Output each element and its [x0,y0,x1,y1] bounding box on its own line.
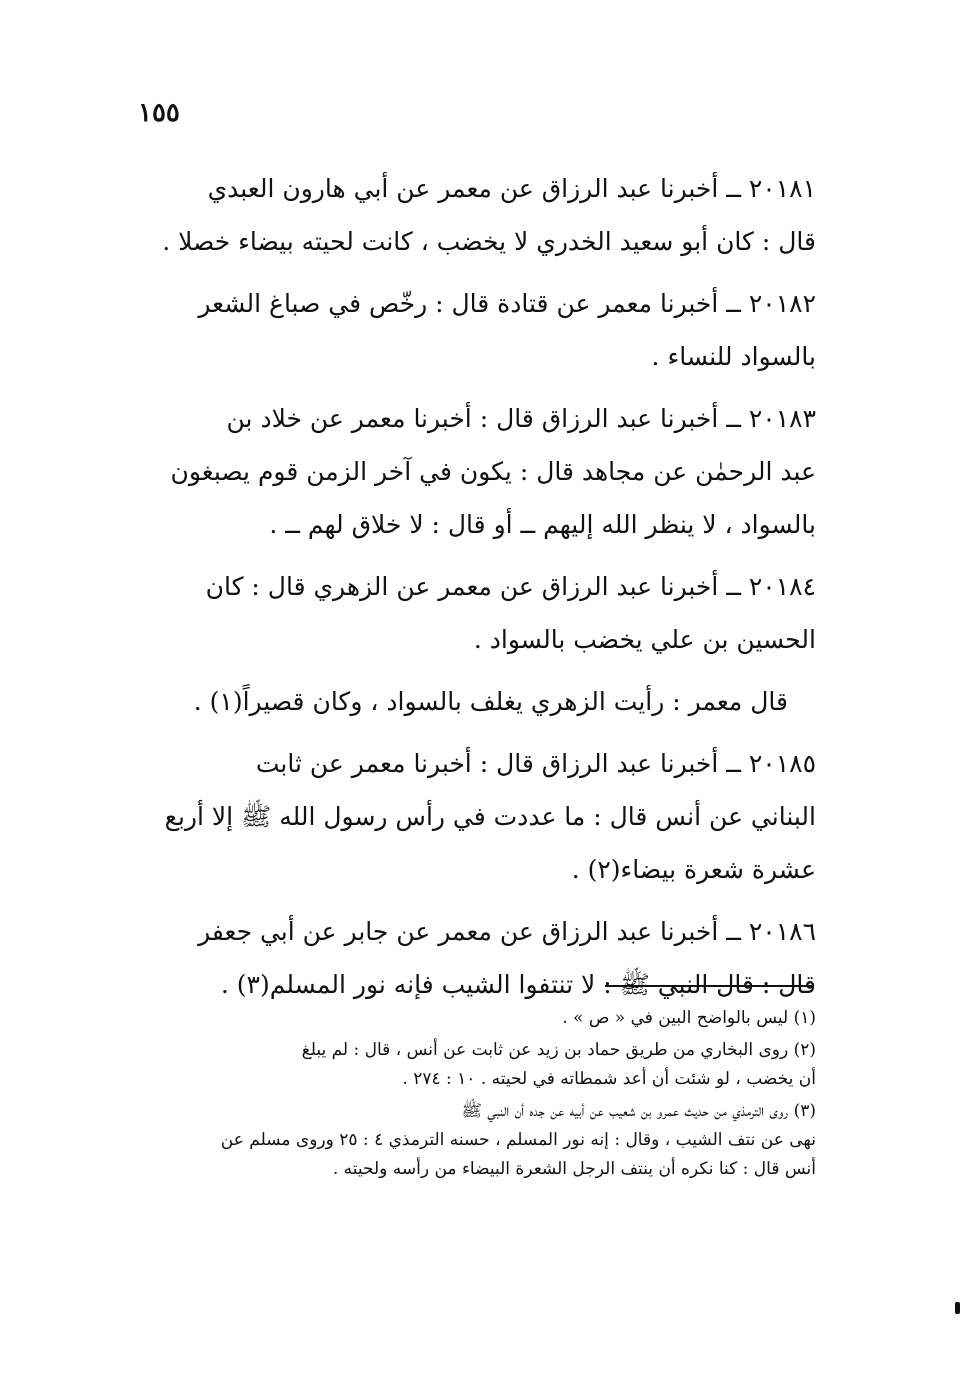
hadith-entry-20184 [138,560,816,666]
text-line: قال : قال النبي ﷺ : لا تنتفوا الشيب فإنه نور المسلم(٣) . [220,970,816,999]
footnote-line: أن يخضب ، لو شئت أن أعد شمطاته في لحيته . ١٠ : ٢٧٤ . [402,1069,816,1089]
hadith-entry-20181 [138,162,816,268]
text-line: عبد الرحمٰن عن مجاهد قال : يكون في آخر الزمن قوم يصبغون [170,457,816,486]
scan-edge-mark [955,1302,960,1314]
footnote-line: نهى عن نتف الشيب ، وقال : إنه نور المسلم ، حسنه الترمذي ٤ : ٢٥ وروى مسلم عن [220,1130,816,1150]
hadith-entry-20185 [138,737,816,896]
text-line: ٢٠١٨٤ ــ أخبرنا عبد الرزاق عن معمر عن الزهري قال : كان [205,572,816,601]
text-line: ٢٠١٨١ ــ أخبرنا عبد الرزاق عن معمر عن أبي هارون العبدي [207,174,816,203]
text-line: البناني عن أنس قال : ما عددت في رأس رسول الله ﷺ إلا أربع [164,802,816,831]
mamar-statement [138,675,816,728]
footnote-line: (٣) روى الترمذي من حديث عمرو بن شعيب عن أبيه عن جده أن النبي ﷺ [461,1101,816,1121]
footnote-line: أنس قال : كنا نكره أن ينتف الرجل الشعرة البيضاء من رأسه ولحيته . [332,1159,816,1179]
text-line: قال : كان أبو سعيد الخدري لا يخضب ، كانت لحيته بيضاء خصلا . [162,227,816,256]
text-line: بالسواد ، لا ينظر الله إليهم ــ أو قال : لا خلاق لهم ــ . [269,510,816,539]
footnote-line: (٢) روى البخاري من طريق حماد بن زيد عن ثابت عن أنس ، قال : لم يبلغ [301,1040,816,1060]
footnote-2 [138,1036,816,1094]
text-line: ٢٠١٨٦ ــ أخبرنا عبد الرزاق عن معمر عن جابر عن أبي جعفر [198,917,816,946]
text-line: قال معمر : رأيت الزهري يغلف بالسواد ، وكان قصيراً(١) . [193,687,788,716]
hadith-entry-20183 [138,392,816,551]
text-line: عشرة شعرة بيضاء(٢) . [571,855,816,884]
text-line: ٢٠١٨٥ ــ أخبرنا عبد الرزاق قال : أخبرنا معمر عن ثابت [255,749,816,778]
footnote-line: (١) ليس بالواضح البين في « ص » . [562,1008,816,1028]
hadith-entry-20186 [138,905,816,1011]
text-line: الحسين بن علي يخضب بالسواد . [473,625,816,654]
footnote-3 [138,1097,816,1184]
page-number: ١٥٥ [138,98,180,128]
main-text [138,162,816,1020]
footnote-divider [605,985,813,987]
text-line: بالسواد للنساء . [651,342,816,371]
footnotes [138,1004,816,1187]
text-line: ٢٠١٨٣ ــ أخبرنا عبد الرزاق قال : أخبرنا معمر عن خلاد بن [226,404,816,433]
footnote-1 [138,1004,816,1033]
hadith-entry-20182 [138,277,816,383]
text-line: ٢٠١٨٢ ــ أخبرنا معمر عن قتادة قال : رخّص في صباغ الشعر [198,289,816,318]
